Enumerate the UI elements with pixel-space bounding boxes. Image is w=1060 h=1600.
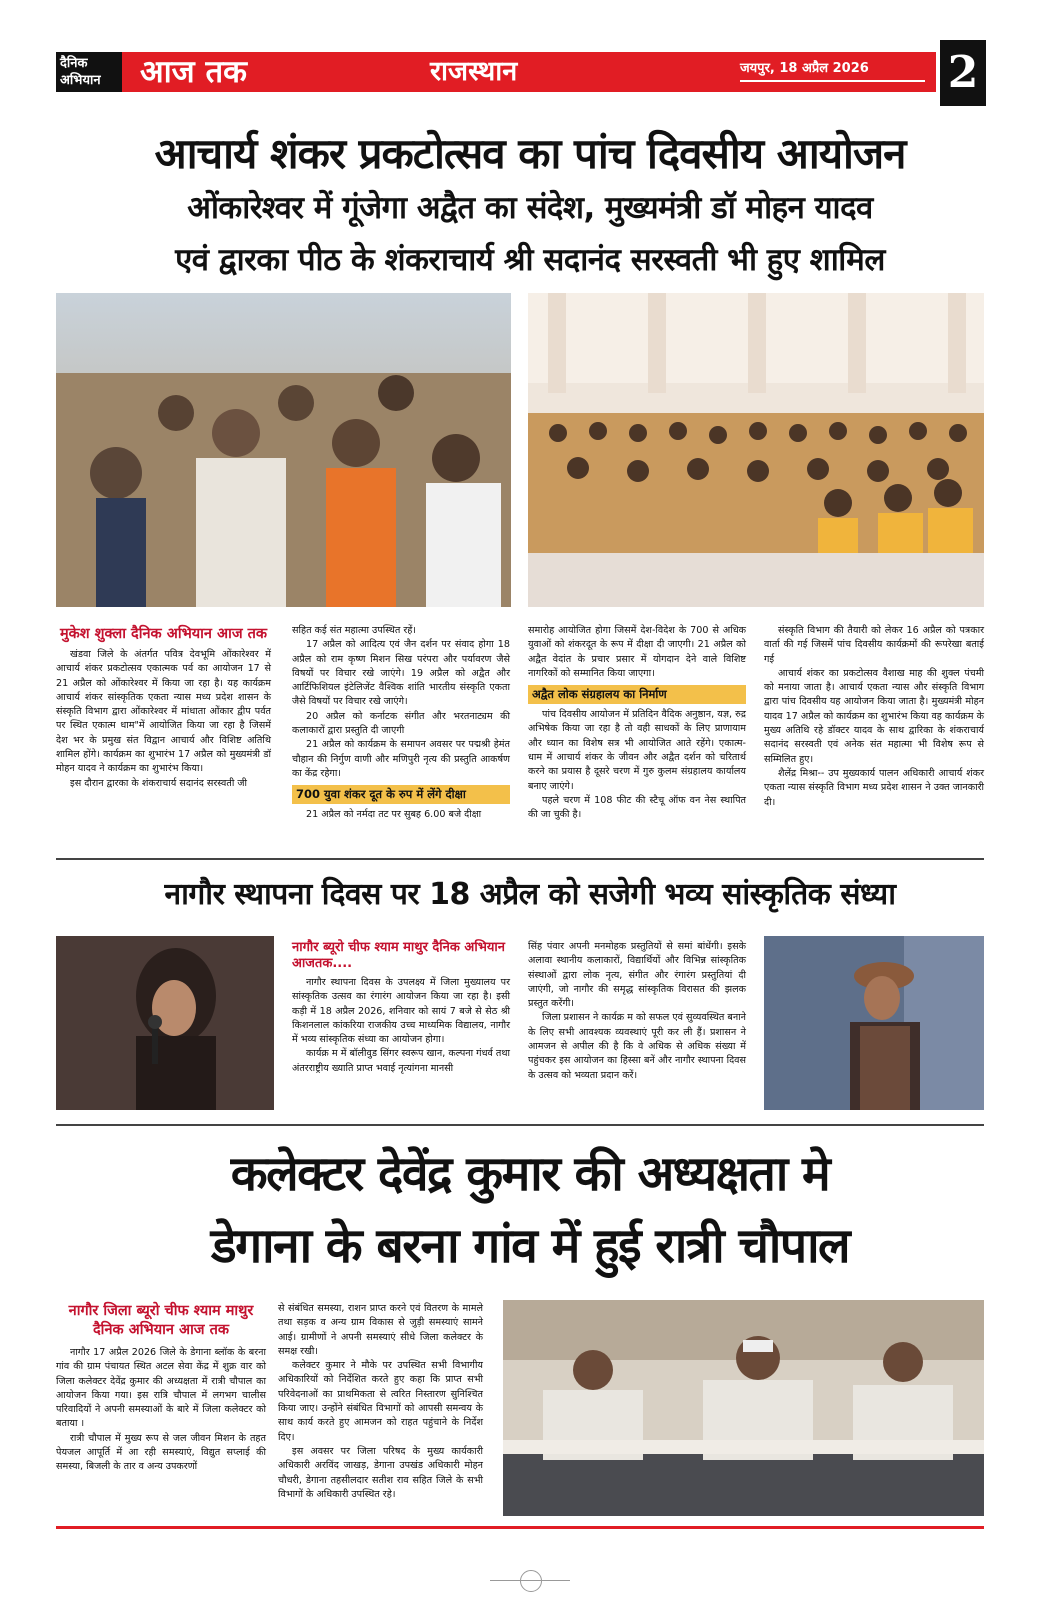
story2-byline: नागौर ब्यूरो चीफ श्याम माथुर दैनिक अभियान आजतक.... bbox=[292, 940, 505, 971]
paragraph: इस दौरान द्वारका के शंकराचार्य सदानंद सरस्वती जी bbox=[70, 777, 247, 789]
paragraph: 21 अप्रैल को कार्यक्रम के समापन अवसर पर पद्मश्री हेमंत चौहान की निर्गुण वाणी और मणिपुरी नृत्य की प्रस्तुति आकर्षण का केंद्र रहेगा। bbox=[292, 739, 510, 779]
story1-subhead-1: 700 युवा शंकर दूत के रुप में लेंगे दीक्षा bbox=[292, 785, 510, 804]
story1-column-3 bbox=[528, 624, 746, 823]
chaupal-photo-image bbox=[503, 1300, 984, 1516]
paragraph: कार्यक्र म में बॉलीवुड सिंगर स्वरूप खान, कल्पना गंधर्व तथा अंतरराष्ट्रीय ख्याति प्राप्त भवाई नृत्यांगना मानसी bbox=[292, 1048, 510, 1074]
paragraph: पहले चरण में 108 फीट की स्टैचू ऑफ वन नेस स्थापित की जा चुकी है। bbox=[528, 794, 746, 821]
story1-col1-body bbox=[56, 648, 271, 791]
paragraph: सिंह पंवार अपनी मनमोहक प्रस्तुतियों से समां बांधेंगी। इसके अलावा स्थानीय कलाकारों, विद्यार्थियों और विभिन्न सांस्कृतिक संस्थाओं द्वारा लोक नृत्य, संगीत और रंगारंग प्रस्तुतियां दी जाएंगी, जो नागौर की समृद्ध सांस्कृतिक विरासत की झलक प्रस्तुत करेंगी। bbox=[528, 941, 746, 1010]
publication-logo bbox=[56, 52, 122, 92]
story2-headline: नागौर स्थापना दिवस पर 18 अप्रैल को सजेगी भव्य सांस्कृतिक संध्या bbox=[164, 877, 896, 912]
logo-line-2: अभियान bbox=[60, 73, 101, 88]
paragraph: आचार्य शंकर का प्रकटोत्सव वैशाख माह की शुक्ल पंचमी को मनाया जाता है। आचार्य एकता न्यास और संस्कृति विभाग द्वारा पांच दिवसीय यह आयोजन किया जाता है। मुख्यमंत्री मोहन यादव 17 अप्रैल को कार्यक्रम का शुभारंभ किया वह कार्यक्रम के मुख्य अतिथि रहे डॉक्टर यादव के साथ द्वारिका के शंकराचार्य सदानंद सरस्वती एवं अनेक संत महात्मा भी विशेष रूप से सम्मिलित हुए। bbox=[764, 667, 984, 765]
paragraph: रात्री चौपाल में मुख्य रूप से जल जीवन मिशन के तहत पेयजल आपूर्ति में आ रही समस्याएं, विद्युत सप्लाई की समस्या, बिजली के तार व अन्य उपकरणों bbox=[56, 1432, 266, 1473]
welcome-photo-image bbox=[56, 293, 511, 607]
paragraph: नागौर स्थापना दिवस के उपलक्ष्य में जिला मुख्यालय पर सांस्कृतिक उत्सव का रंगारंग आयोजन किया जा रहा है। इसी कड़ी में 18 अप्रैल 2026, शनिवार को सायं 7 बजे से सेठ श्री किशनलाल कांकरिया राजकीय उच्च माध्यमिक विद्यालय, नागौर में भव्य सांस्कृतिक संध्या का आयोजन होगा। bbox=[292, 977, 510, 1046]
gathering-photo-image bbox=[528, 293, 984, 607]
story3-headline-1: कलेक्टर देवेंद्र कुमार की अध्यक्षता मे bbox=[230, 1146, 830, 1202]
singer-photo-image bbox=[56, 936, 274, 1110]
story1-photo-welcome bbox=[56, 293, 511, 607]
section-divider bbox=[56, 1124, 984, 1126]
paragraph: नागौर 17 अप्रैल 2026 जिले के डेगाना ब्लॉक के बरना गांव की ग्राम पंचायत स्थित अटल सेवा केंद्र में शुक्र वार को जिला कलेक्टर देवेंद्र कुमार की अध्यक्षता में रात्री चौपाल का आयोजन किया गया। इस रात्रि चौपाल में लगभग चालीस परिवादियों ने अपनी समस्याओं के बारे में जिला कलेक्टर को बताया । bbox=[56, 1347, 266, 1430]
paragraph: 17 अप्रैल को आदित्य एवं जैन दर्शन पर संवाद होगा 18 अप्रैल को राम कृष्ण मिशन सिख परंपरा और पर्यावरण जैसे विषयों पर विचार रखे जाएंगे। 19 अप्रैल को अद्वैत और आर्टिफिशियल इंटेलिजेंट वैश्विक शांति भारतीय संस्कृति एकता जैसे विषयों पर विचार रखे जाएंगे। bbox=[292, 639, 510, 708]
paragraph: से संबंधित समस्या, राशन प्राप्त करने एवं वितरण के मामले तथा सड़क व अन्य ग्राम विकास से जुड़ी समस्याएं सामने आई। ग्रामीणों ने अपनी समस्याएं सीधे जिला कलेक्टर के समक्ष रखी। bbox=[278, 1303, 483, 1357]
paragraph: 20 अप्रैल को कर्नाटक संगीत और भरतनाट्यम की कलाकारों द्वारा प्रस्तुति दी जाएगी bbox=[292, 710, 510, 737]
story1-headline-2: ओंकारेश्वर में गूंजेगा अद्वैत का संदेश, मुख्यमंत्री डॉ मोहन यादव bbox=[187, 190, 873, 226]
story1-column-4 bbox=[764, 624, 984, 810]
bottom-rule bbox=[56, 1526, 984, 1529]
story2-column-2 bbox=[528, 940, 746, 1083]
section-name: राजस्थान bbox=[430, 56, 518, 87]
paragraph: सहित कई संत महात्मा उपस्थित रहें। bbox=[292, 625, 417, 636]
performer-photo-image bbox=[764, 936, 984, 1110]
paragraph: संस्कृति विभाग की तैयारी को लेकर 16 अप्रैल को पत्रकार वार्ता की गई जिसमें पांच दिवसीय कार्यक्रमों की रूपरेखा बताई गई bbox=[764, 625, 984, 665]
story3-column-1 bbox=[56, 1302, 266, 1475]
story1-column-1 bbox=[56, 624, 271, 791]
paragraph: खंडवा जिले के अंतर्गत पवित्र देवभूमि ओंकारेश्वर में आचार्य शंकर प्रकटोत्सव एकात्मक पर्व का आयोजन 17 से 21 अप्रैल को ओंकारेश्वर में किया जा रहा है। यह कार्यक्रम आचार्य शंकर सांस्कृतिक एकता न्यास मध्य प्रदेश शासन के संस्कृति विभाग द्वारा ओंकारेश्वर में मांधाता ओंकार द्वीप पर्वत पर स्थित एकात्म धाम"में आयोजित किया जा रहा है जिसमें देश भर के प्रमुख संत विद्वान आचार्य और विशिष्ट अतिथि शामिल होंगे। कार्यक्रम का शुभारंभ 17 अप्रैल को मुख्यमंत्री डॉ मोहन यादव ने कार्यक्रम का शुभारंभ किया। bbox=[56, 649, 271, 775]
story1-subhead-2: अद्वैत लोक संग्रहालय का निर्माण bbox=[528, 685, 746, 704]
paragraph: जिला प्रशासन ने कार्यक्र म को सफल एवं सुव्यवस्थित बनाने के लिए सभी आवश्यक व्यवस्थाएं पूरी कर ली हैं। प्रशासन ने आमजन से अपील की है कि वे अधिक से अधिक संख्या में पहुंचकर इस आयोजन का हिस्सा बनें और नागौर स्थापना दिवस के उत्सव को भव्यता प्रदान करें। bbox=[528, 1012, 746, 1081]
story1-col3-body bbox=[528, 624, 746, 681]
story1-column-2 bbox=[292, 624, 510, 823]
brand-name: आज तक bbox=[140, 54, 247, 90]
story1-col2-body bbox=[292, 624, 510, 781]
dateline-rule bbox=[740, 80, 925, 82]
story1-headline-3: एवं द्वारका पीठ के शंकराचार्य श्री सदानंद सरस्वती भी हुए शामिल bbox=[175, 242, 885, 278]
paragraph: समारोह आयोजित होगा जिसमें देश-विदेश के 700 से अधिक युवाओं को शंकरदूत के रूप में दीक्षा दी जाएगी। 21 अप्रैल को अद्वैत वेदांत के प्रचार प्रसार में योगदान देने वाले विशिष्ट नागरिकों को सम्मानित किया जाएगा। bbox=[528, 625, 746, 679]
section-divider bbox=[56, 858, 984, 860]
story1-col4-body bbox=[764, 624, 984, 810]
dateline: जयपुर, 18 अप्रैल 2026 bbox=[740, 61, 869, 76]
story1-photo-gathering bbox=[528, 293, 984, 607]
story2-column-1 bbox=[292, 940, 510, 1076]
story1-headline-1: आचार्य शंकर प्रकटोत्सव का पांच दिवसीय आयोजन bbox=[154, 129, 906, 178]
paragraph: शैलेंद्र मिश्रा-- उप मुख्यकार्य पालन अधिकारी आचार्य शंकर एकता न्यास संस्कृति विभाग मध्य प्रदेश शासन ने उक्त जानकारी दी। bbox=[764, 767, 984, 808]
registration-mark-line bbox=[490, 1580, 570, 1581]
story1-byline: मुकेश शुक्ला दैनिक अभियान आज तक bbox=[59, 626, 268, 642]
paragraph: कलेक्टर कुमार ने मौके पर उपस्थित सभी विभागीय अधिकारियों को निर्देशित करते हुए कहा कि प्राप्त सभी परिवेदनाओं का प्राथमिकता से त्वरित निस्तारण सुनिश्चित किया जाए। उन्होंने संबंधित विभागों को आपसी समन्वय के साथ कार्य करते हुए आमजन को राहत पहुंचाने के निर्देश दिए। bbox=[278, 1360, 483, 1443]
page-number: 2 bbox=[940, 40, 986, 106]
logo-line-1: दैनिक bbox=[60, 56, 88, 71]
story3-column-2 bbox=[278, 1302, 483, 1502]
paragraph: इस अवसर पर जिला परिषद के मुख्य कार्यकारी अधिकारी अरविंद जाखड़, डेगाना उपखंड अधिकारी मोहन चौधरी, डेगाना तहसीलदार सतीश राव सहित जिले के सभी विभागों के अधिकारी उपस्थित रहे। bbox=[278, 1445, 483, 1500]
story3-headline-2: डेगाना के बरना गांव में हुई रात्री चौपाल bbox=[210, 1218, 850, 1274]
paragraph: पांच दिवसीय आयोजन में प्रतिदिन वैदिक अनुष्ठान, यज्ञ, रुद्र अभिषेक किया जा रहा है तो वही साधकों के लिए प्राणायाम और ध्यान का विशेष सत्र भी आयोजित आते रहेंगे। एकात्म- धाम में आचार्य शंकर के जीवन और अद्वैत दर्शन को चरितार्थ करने का प्रयास है दूसरे चरण में गुरु कुलम संग्रहालय कार्यालय बनाए जाएंगे। bbox=[528, 709, 746, 792]
story2-photo-performer bbox=[764, 936, 984, 1110]
story3-byline: नागौर जिला ब्यूरो चीफ श्याम माथुर दैनिक अभियान आज तक bbox=[68, 1303, 254, 1338]
paragraph: 21 अप्रैल को नर्मदा तट पर सुबह 6.00 बजे दीक्षा bbox=[306, 809, 482, 821]
registration-mark bbox=[520, 1570, 542, 1592]
story2-photo-singer bbox=[56, 936, 274, 1110]
story3-photo-chaupal bbox=[503, 1300, 984, 1516]
